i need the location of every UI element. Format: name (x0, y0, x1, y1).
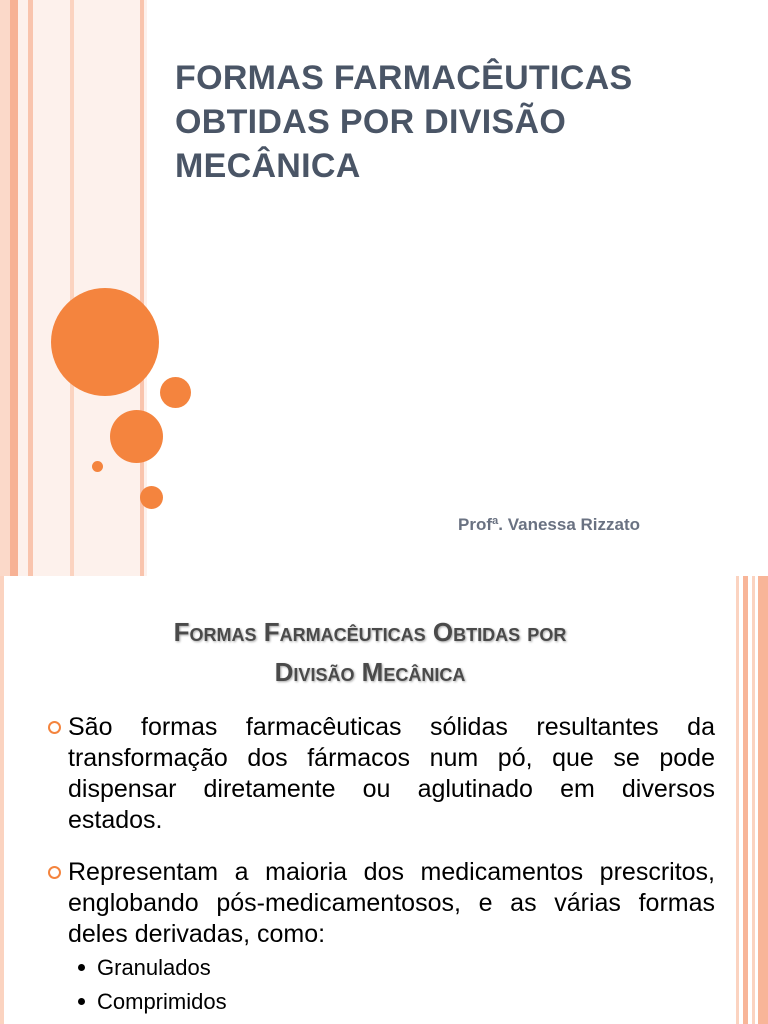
decorative-circle-tiny (92, 461, 103, 472)
decorative-stripe (758, 576, 768, 1024)
title-line-1: Formas Farmacêuticas Obtidas por (173, 617, 567, 647)
decorative-circle-medium (110, 410, 163, 463)
bullet-item (48, 857, 715, 950)
decorative-stripe (0, 0, 10, 576)
bullet-item (48, 712, 715, 836)
sub-bullet-text: Comprimidos (97, 989, 227, 1014)
sub-bullet-item (78, 953, 211, 983)
author-name: Profª. Vanessa Rizzato (458, 515, 641, 534)
black-dot-bullet-icon (78, 964, 85, 971)
decorative-stripe (70, 0, 74, 576)
content-slide-title (40, 612, 700, 692)
black-dot-bullet-icon (78, 998, 85, 1005)
decorative-stripe (28, 0, 33, 576)
decorative-stripe (736, 576, 739, 1024)
title-line-2: Divisão Mecânica (274, 657, 466, 687)
orange-ring-bullet-icon (48, 721, 61, 734)
decorative-stripe (743, 576, 748, 1024)
decorative-stripe (752, 576, 755, 1024)
decorative-stripe (10, 0, 18, 576)
decorative-circle-large (51, 288, 159, 396)
bullet-text: Representam a maioria dos medicamentos prescritos, englobando pós-medicamentosos, e as várias formas deles derivadas, como: (68, 858, 715, 948)
sub-bullet-text: Granulados (97, 955, 211, 980)
bullet-text: São formas farmacêuticas sólidas resultantes da transformação dos fármacos num pó, que se pode dispensar diretamente ou aglutinado em diversos estados. (68, 713, 715, 834)
orange-ring-bullet-icon (48, 866, 61, 879)
sub-bullet-item (78, 987, 227, 1017)
decorative-stripe (0, 576, 4, 1024)
slide-title: FORMAS FARMACÊUTICAS OBTIDAS POR DIVISÃO MECÂNICA (175, 59, 633, 185)
decorative-circle-small (140, 486, 163, 509)
decorative-circle-small (160, 377, 191, 408)
content-slide (0, 576, 768, 1024)
